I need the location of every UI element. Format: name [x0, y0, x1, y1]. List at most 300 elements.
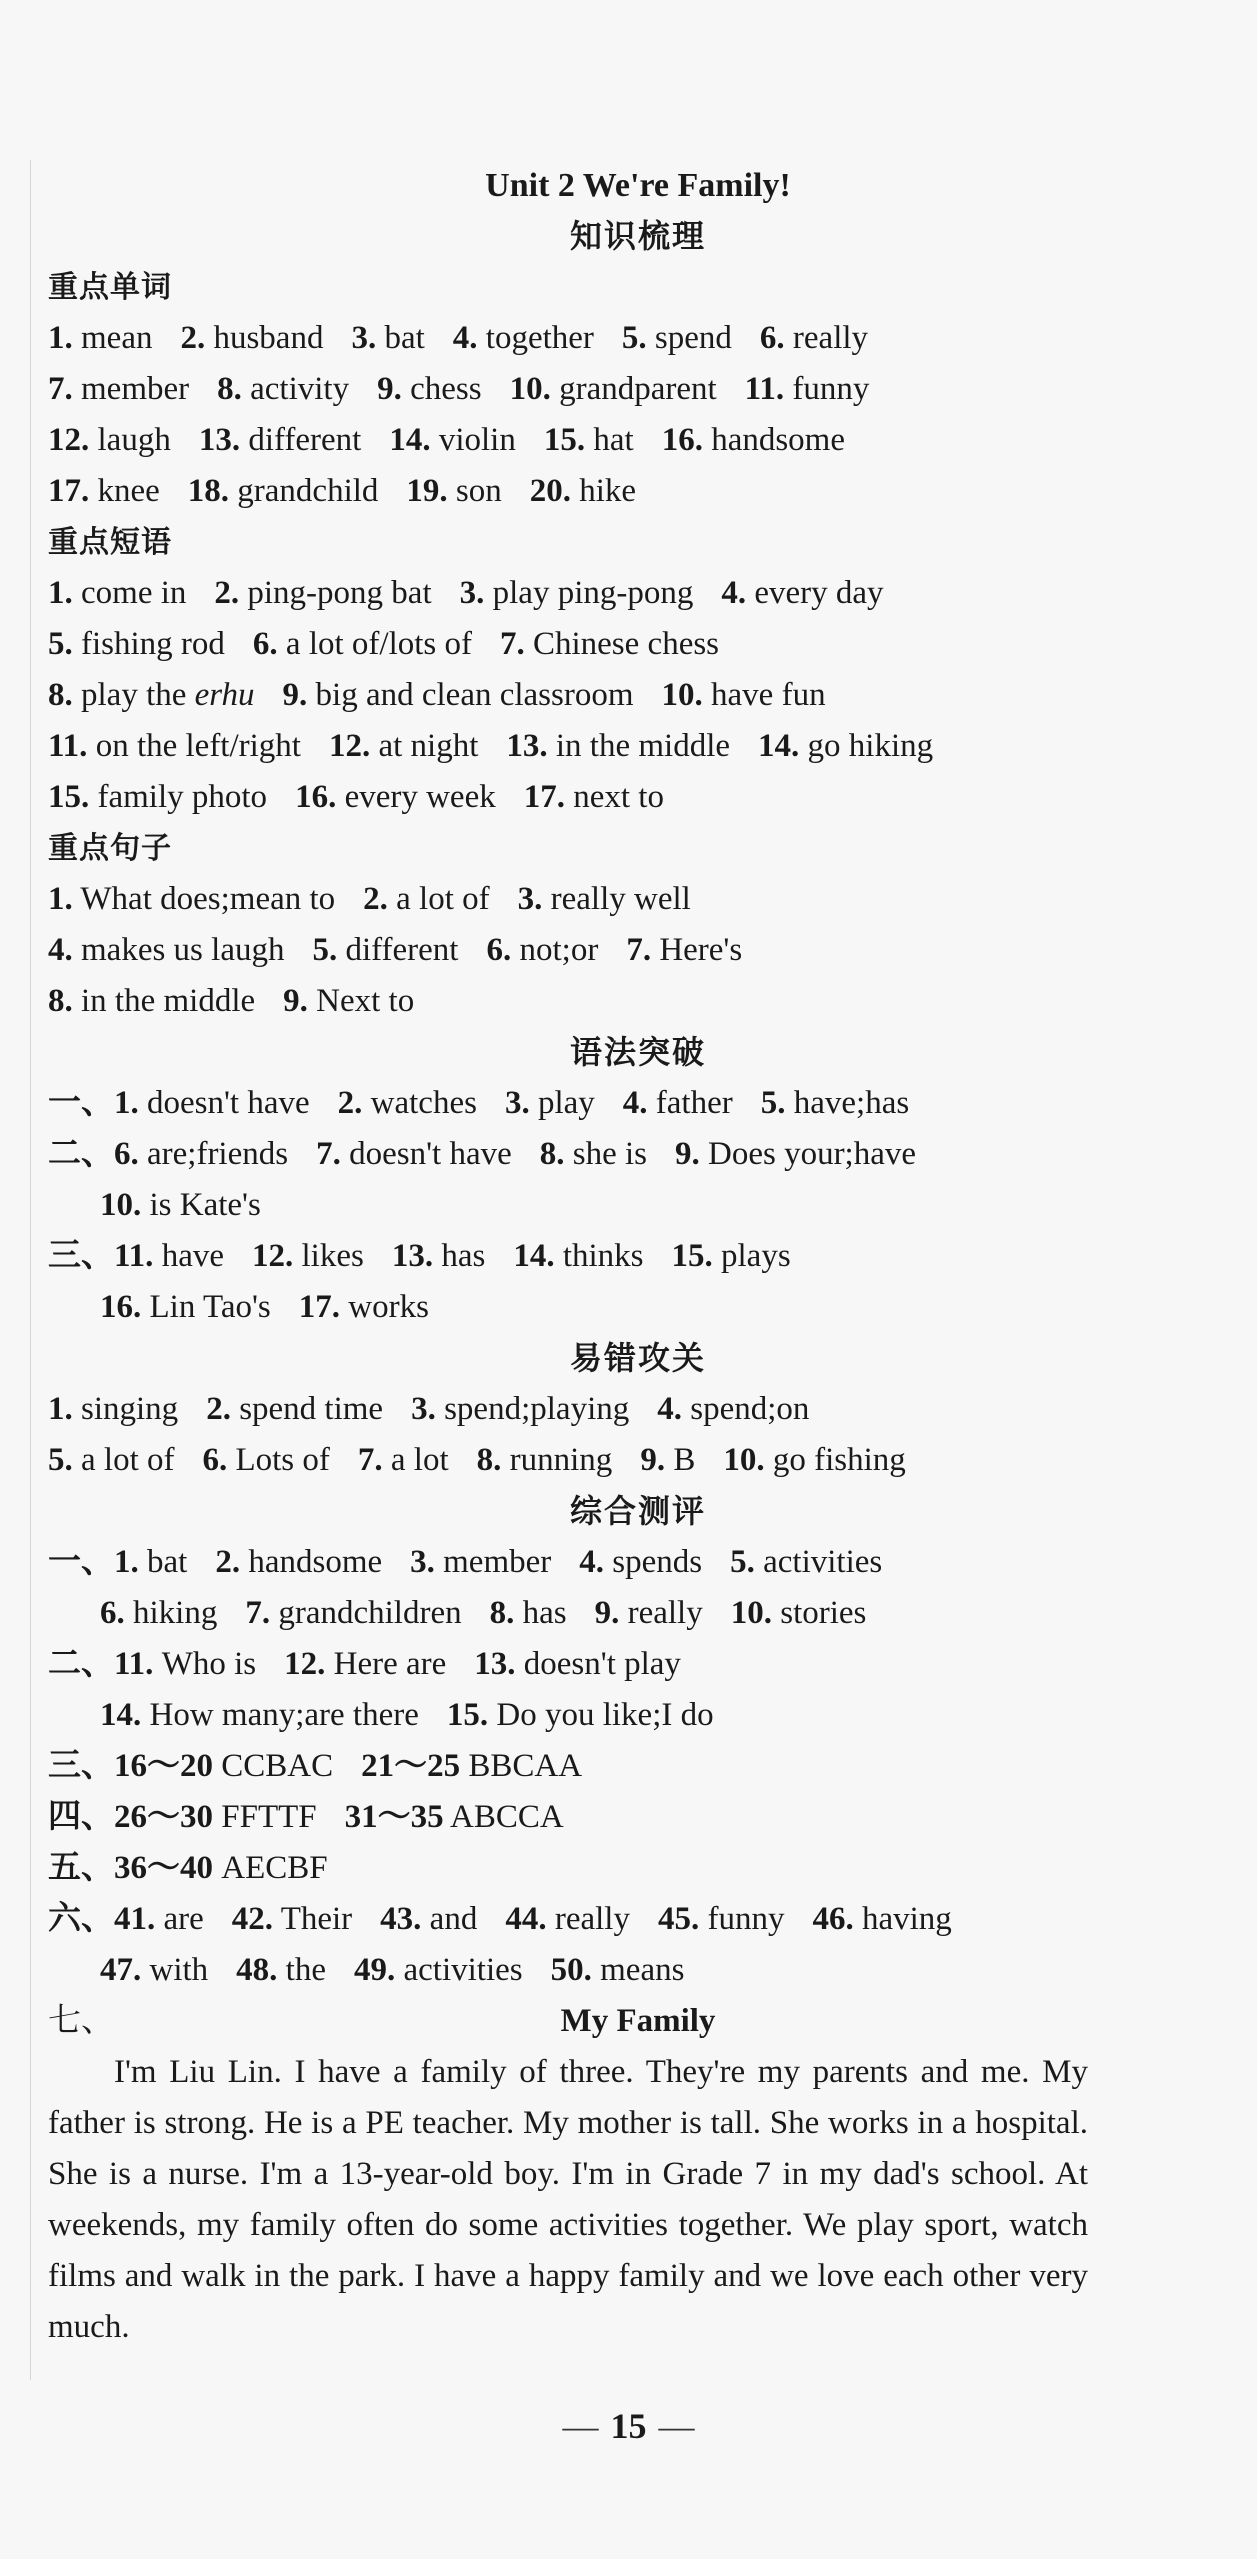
answer-number: 8. [476, 1442, 502, 1478]
answer-item [114, 1748, 333, 1784]
answer-text: Chinese chess [524, 626, 720, 662]
answer-item [236, 1952, 326, 1988]
answer-item [540, 1136, 647, 1172]
answer-line [48, 1180, 1228, 1231]
answer-text: spend [646, 320, 732, 356]
answer-item [114, 1646, 256, 1682]
answer-item [595, 1595, 703, 1631]
answer-number: 6. [114, 1136, 139, 1172]
answer-text: likes [293, 1238, 364, 1274]
answer-text: member [72, 371, 190, 407]
section-heading-knowledge: 知识梳理 [569, 217, 706, 255]
answer-number: 9. [675, 1136, 700, 1172]
answer-item [114, 1238, 224, 1274]
answer-text: plays [712, 1238, 791, 1274]
answer-item [48, 473, 160, 509]
answer-text: makes us laugh [72, 932, 285, 968]
answer-text: a lot of/lots of [277, 626, 472, 662]
answer-item [505, 1085, 595, 1121]
category-sentences: 重点句子 [48, 831, 172, 866]
answer-item [100, 1595, 217, 1631]
answer-item [312, 932, 458, 968]
answer-line [48, 568, 1228, 619]
answer-line [48, 925, 1228, 976]
answer-number: 1. [48, 320, 73, 356]
answer-number: 10. [661, 677, 703, 713]
answer-number: 6. [100, 1595, 125, 1631]
answer-text: are;friends [138, 1136, 289, 1172]
answer-number: 6. [252, 626, 278, 662]
answer-item [551, 1952, 685, 1988]
answer-text: Do you like;I do [488, 1697, 714, 1733]
question-group-prefix: 三、 [48, 1238, 114, 1274]
answer-number: 2. [206, 1391, 231, 1427]
answer-text: bat [138, 1544, 188, 1580]
category-phrases: 重点短语 [48, 525, 172, 560]
question-group-prefix: 二、 [48, 1136, 114, 1172]
answer-item [389, 422, 516, 458]
answer-number: 3. [410, 1544, 435, 1580]
answer-text: hiking [124, 1595, 218, 1631]
question-group-prefix: 三、 [48, 1748, 114, 1784]
answer-number: 16～20 [114, 1748, 213, 1784]
answer-item [361, 1748, 582, 1784]
answer-line [48, 721, 1228, 772]
answer-number: 10. [100, 1187, 142, 1223]
page-number: — 15 — [562, 2406, 695, 2446]
answer-text: family photo [89, 779, 268, 815]
answer-number: 8. [48, 677, 73, 713]
answer-number: 3. [351, 320, 377, 356]
essay-text: I'm Liu Lin. I have a family of three. They're my parents and me. My father is strong. He is a PE teacher. My mother is tall. She works in a hospital. She is a nurse. I'm a 13-year-old boy. I'm in Grade 7 in my dad's school. At weekends, my family often do some activities together. We play sport, watch films and walk in the park. I have a happy family and we love each other very much. [48, 2054, 1088, 2345]
answer-text: are [155, 1901, 204, 1937]
answer-item [721, 575, 883, 611]
answer-text: funny [699, 1901, 785, 1937]
answer-item [114, 1850, 328, 1886]
answer-text: play [529, 1085, 595, 1121]
answer-item [232, 1901, 352, 1937]
answer-number: 10. [509, 371, 551, 407]
answer-item [338, 1085, 477, 1121]
answer-item [500, 626, 719, 662]
answer-text: every day [746, 575, 884, 611]
answer-item [622, 320, 732, 356]
answer-item [114, 1901, 204, 1937]
answer-number: 5. [760, 1085, 786, 1121]
answer-text: spend;playing [435, 1391, 630, 1427]
answer-number: 14. [100, 1697, 142, 1733]
answer-text: grandparent [550, 371, 717, 407]
answer-number: 2. [214, 575, 240, 611]
answer-text: member [434, 1544, 552, 1580]
answer-item [474, 1646, 681, 1682]
answer-text: a lot of [72, 1442, 175, 1478]
answer-line [48, 1843, 1228, 1894]
answer-text: doesn't have [340, 1136, 512, 1172]
answer-number: 9. [594, 1595, 620, 1631]
answer-text: bat [376, 320, 425, 356]
answer-item [662, 422, 845, 458]
answer-page [48, 160, 1228, 2353]
answer-text: come in [72, 575, 187, 611]
answer-text: really well [542, 881, 691, 917]
answer-text: really [546, 1901, 630, 1937]
answer-text: spend;on [682, 1391, 810, 1427]
answer-text: handsome [240, 1544, 383, 1580]
answer-item [544, 422, 634, 458]
answer-number: 1. [48, 575, 73, 611]
answer-number: 7. [357, 1442, 383, 1478]
answer-text: Next to [307, 983, 415, 1019]
answer-number: 9. [377, 371, 402, 407]
question-group-prefix: 一、 [48, 1544, 114, 1580]
answer-item [345, 1799, 564, 1835]
answer-item [672, 1238, 791, 1274]
answer-number: 2. [180, 320, 206, 356]
answer-text: have fun [702, 677, 826, 713]
answer-line [48, 1078, 1228, 1129]
answer-item [100, 1289, 271, 1325]
answer-item [761, 1085, 909, 1121]
answer-text: together [477, 320, 594, 356]
answer-number: 15. [671, 1238, 713, 1274]
answer-number: 49. [354, 1952, 396, 1988]
answer-text: go fishing [764, 1442, 906, 1478]
answer-item [299, 1289, 429, 1325]
answer-number: 4. [579, 1544, 605, 1580]
answer-line [48, 772, 1228, 823]
answer-item [505, 1901, 630, 1937]
answer-text: on the left/right [87, 728, 301, 764]
answer-text: every week [336, 779, 496, 815]
answer-item [626, 932, 742, 968]
answer-number: 1. [114, 1085, 139, 1121]
answer-number: 4. [452, 320, 478, 356]
answer-number: 43. [380, 1901, 422, 1937]
answer-number: 12. [251, 1238, 294, 1274]
answer-number: 16. [295, 779, 337, 815]
answer-item [731, 1595, 867, 1631]
answer-line [48, 313, 1228, 364]
answer-number: 8. [217, 371, 242, 407]
answer-item [252, 1238, 364, 1274]
answer-item [658, 1901, 785, 1937]
question-group-prefix: 五、 [48, 1850, 114, 1886]
answer-item [100, 1187, 261, 1223]
answer-number: 4. [657, 1391, 682, 1427]
answer-item [295, 779, 496, 815]
answer-number: 11. [48, 728, 88, 764]
essay-header [48, 1996, 1228, 2047]
answer-number: 16. [100, 1289, 142, 1325]
answer-text: grandchild [229, 473, 379, 509]
question-group-prefix: 二、 [48, 1646, 114, 1682]
answer-item [530, 473, 636, 509]
answer-item [510, 371, 717, 407]
answer-item [100, 1952, 208, 1988]
answer-item [490, 1595, 567, 1631]
answer-item [377, 371, 481, 407]
answer-line [48, 364, 1228, 415]
answer-text: go hiking [799, 728, 934, 764]
answer-text: works [340, 1289, 429, 1325]
section-heading-grammar: 语法突破 [569, 1033, 706, 1071]
section-heading-mistakes: 易错攻关 [569, 1339, 706, 1377]
answer-text: activities [754, 1544, 883, 1580]
answer-line [48, 1129, 1228, 1180]
answer-number: 2. [215, 1544, 241, 1580]
answer-item [180, 320, 323, 356]
answer-text: play ping-pong [484, 575, 694, 611]
answer-text: activities [395, 1952, 523, 1988]
answer-item [48, 320, 152, 356]
answer-number: 14. [758, 728, 800, 764]
answer-item [202, 1442, 329, 1478]
answer-text: at night [370, 728, 479, 764]
question-group-prefix: 四、 [48, 1799, 114, 1835]
answer-number: 13. [474, 1646, 516, 1682]
answer-number: 3. [459, 575, 485, 611]
answer-number: 4. [48, 932, 73, 968]
answer-number: 1. [48, 881, 73, 917]
answer-item [48, 626, 225, 662]
answer-text: Here are [325, 1646, 447, 1682]
answer-number: 13. [391, 1238, 434, 1274]
answer-line [48, 466, 1228, 517]
answer-number: 8. [539, 1136, 565, 1172]
answer-item [48, 677, 255, 713]
answer-item [206, 1391, 383, 1427]
answer-number: 2. [363, 881, 388, 917]
answer-number: 4. [622, 1085, 648, 1121]
answer-text: really [619, 1595, 703, 1631]
answer-line [48, 1384, 1228, 1435]
answer-number: 13. [506, 728, 548, 764]
answer-number: 47. [100, 1952, 142, 1988]
answer-text: different [240, 422, 362, 458]
answer-item [48, 422, 171, 458]
answer-item [524, 779, 664, 815]
answer-line [48, 619, 1228, 670]
answer-text: ABCCA [443, 1799, 564, 1835]
answer-item [640, 1442, 695, 1478]
answer-text: ping-pong bat [239, 575, 432, 611]
answer-text: Lin Tao's [141, 1289, 271, 1325]
answer-text: in the middle [547, 728, 731, 764]
answer-number: 17. [523, 779, 565, 815]
answer-number: 36～40 [114, 1850, 213, 1886]
answer-text: having [853, 1901, 952, 1937]
answer-line [48, 1435, 1228, 1486]
answer-item [453, 320, 594, 356]
answer-number: 1. [114, 1544, 139, 1580]
answer-text: really [784, 320, 869, 356]
answer-item [812, 1901, 951, 1937]
answer-item [358, 1442, 449, 1478]
answer-number: 21～25 [361, 1748, 461, 1784]
answer-item [114, 1799, 317, 1835]
answer-number: 10. [723, 1442, 765, 1478]
answer-text: CCBAC [213, 1748, 334, 1784]
answer-number: 12. [328, 728, 371, 764]
category-words: 重点单词 [48, 270, 172, 305]
answer-number: 15. [543, 422, 586, 458]
answer-text: father [647, 1085, 733, 1121]
answer-item [114, 1136, 288, 1172]
answer-text: a lot of [387, 881, 490, 917]
answer-number: 3. [504, 1085, 530, 1121]
answer-text: stories [771, 1595, 867, 1631]
answer-number: 10. [730, 1595, 772, 1631]
answer-item [48, 881, 335, 917]
answer-number: 5. [730, 1544, 755, 1580]
answer-text: running [501, 1442, 613, 1478]
answer-text: the [277, 1952, 326, 1988]
answer-number: 9. [640, 1442, 666, 1478]
answer-number: 11. [114, 1646, 154, 1682]
answer-text: Their [273, 1901, 353, 1937]
answer-line [48, 1945, 1228, 1996]
answer-text: grandchildren [270, 1595, 462, 1631]
answer-item [662, 677, 826, 713]
answer-item [188, 473, 379, 509]
answer-item [48, 371, 189, 407]
answer-text: play the erhu [72, 677, 255, 713]
answer-text: FFTTF [213, 1799, 317, 1835]
answer-number: 5. [312, 932, 338, 968]
answer-number: 46. [812, 1901, 854, 1937]
answer-item [351, 320, 424, 356]
answer-text: hike [571, 473, 637, 509]
answer-item [579, 1544, 702, 1580]
answer-number: 12. [284, 1646, 326, 1682]
answer-number: 7. [499, 626, 525, 662]
answer-line [48, 1282, 1228, 1333]
answer-text: What does;mean to [72, 881, 336, 917]
answer-item [758, 728, 933, 764]
answer-line [48, 1588, 1228, 1639]
answer-item [745, 371, 870, 407]
answer-item [363, 881, 489, 917]
answer-item [48, 575, 186, 611]
answer-item [657, 1391, 809, 1427]
answer-number: 11. [744, 371, 785, 407]
answer-item [48, 1391, 178, 1427]
answer-text: has [514, 1595, 567, 1631]
answer-line [48, 670, 1228, 721]
answer-item [329, 728, 478, 764]
answer-item [623, 1085, 733, 1121]
answer-text: spend time [230, 1391, 384, 1427]
answer-number: 11. [114, 1238, 154, 1274]
answer-text: handsome [702, 422, 845, 458]
answer-item [380, 1901, 477, 1937]
question-group-prefix: 六、 [48, 1901, 114, 1937]
answer-text: mean [72, 320, 153, 356]
answer-text: B [665, 1442, 696, 1478]
answer-number: 6. [202, 1442, 228, 1478]
answer-number: 4. [721, 575, 747, 611]
answer-number: 14. [513, 1238, 555, 1274]
answer-number: 44. [505, 1901, 547, 1937]
answer-text: BBCAA [460, 1748, 583, 1784]
answer-item [460, 575, 694, 611]
answer-line [48, 1231, 1228, 1282]
answer-text: Who is [153, 1646, 257, 1682]
page-number-value: 15 [610, 2406, 647, 2446]
answer-number: 41. [114, 1901, 156, 1937]
answer-line [48, 1894, 1228, 1945]
answer-item [730, 1544, 882, 1580]
answer-item [48, 932, 284, 968]
answer-item [723, 1442, 905, 1478]
section-heading-test: 综合测评 [569, 1492, 706, 1530]
essay-prefix: 七、 [48, 2003, 114, 2039]
answer-text: she is [564, 1136, 647, 1172]
answer-number: 7. [316, 1136, 341, 1172]
answer-text: activity [241, 371, 350, 407]
answer-text: singing [72, 1391, 179, 1427]
answer-line [48, 415, 1228, 466]
answer-item [486, 932, 598, 968]
answer-text: son [447, 473, 502, 509]
answer-item [100, 1697, 419, 1733]
answer-number: 3. [517, 881, 543, 917]
answer-number: 8. [489, 1595, 515, 1631]
answer-item [411, 1391, 629, 1427]
answer-item [506, 728, 730, 764]
answer-text: knee [89, 473, 160, 509]
answer-text: violin [430, 422, 516, 458]
answer-text: different [337, 932, 459, 968]
answer-number: 13. [198, 422, 241, 458]
answer-text: AECBF [213, 1850, 328, 1886]
answer-text: doesn't play [515, 1646, 681, 1682]
answer-number: 7. [245, 1595, 271, 1631]
margin-line [30, 160, 31, 2380]
answer-item [316, 1136, 512, 1172]
answer-number: 6. [759, 320, 785, 356]
answer-item [406, 473, 501, 509]
answer-item [283, 983, 414, 1019]
answer-text: Here's [651, 932, 743, 968]
answer-text: not;or [511, 932, 599, 968]
answer-item [48, 728, 301, 764]
answer-item [410, 1544, 551, 1580]
answer-text: fishing rod [72, 626, 225, 662]
answer-number: 15. [446, 1697, 489, 1733]
answer-text: laugh [89, 422, 171, 458]
answer-item [392, 1238, 486, 1274]
answer-item [217, 371, 349, 407]
answer-text: a lot [382, 1442, 449, 1478]
answer-number: 15. [48, 779, 90, 815]
answer-number: 9. [282, 677, 308, 713]
answer-number: 26～30 [114, 1799, 213, 1835]
answer-number: 7. [48, 371, 73, 407]
answer-text: hat [585, 422, 634, 458]
answer-text: chess [401, 371, 482, 407]
answer-item [114, 1544, 187, 1580]
answer-item [284, 1646, 446, 1682]
answer-item [283, 677, 634, 713]
answer-number: 9. [283, 983, 308, 1019]
answer-item [760, 320, 868, 356]
answer-text: spends [604, 1544, 703, 1580]
answer-number: 16. [661, 422, 703, 458]
answer-item [199, 422, 362, 458]
answer-text: doesn't have [138, 1085, 310, 1121]
